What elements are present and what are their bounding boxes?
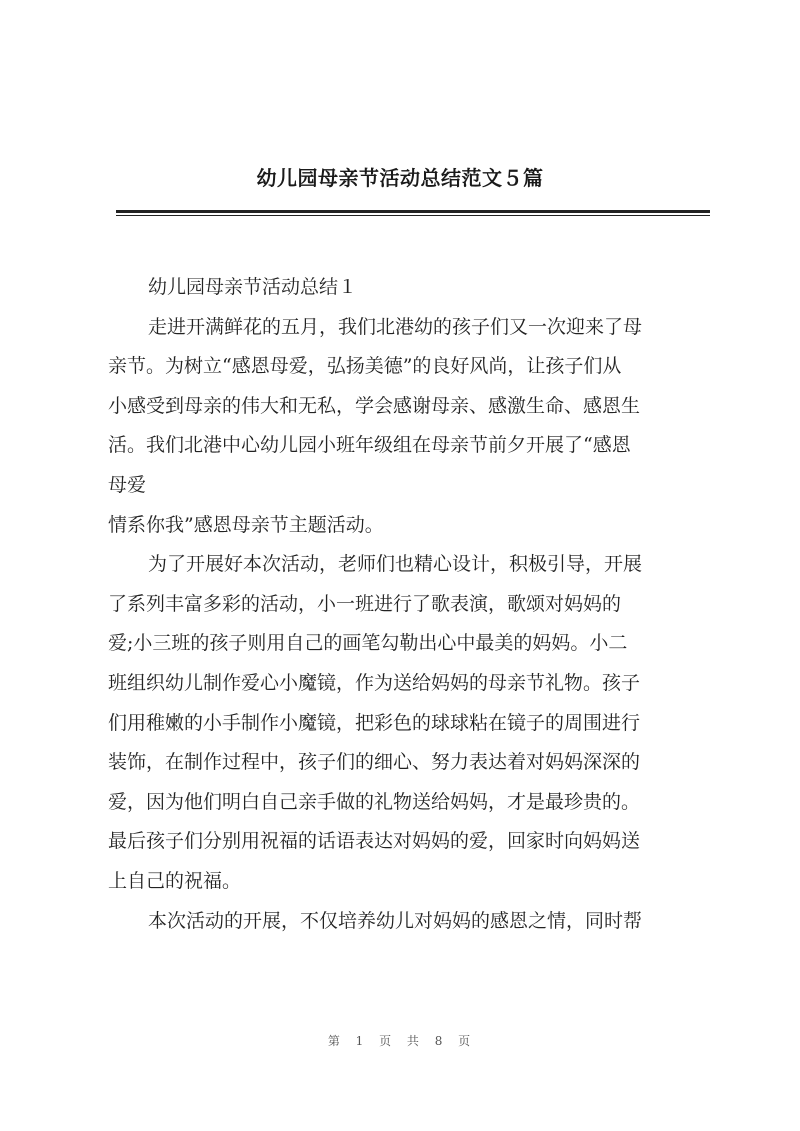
section-heading: 幼儿园母亲节活动总结１	[148, 276, 358, 298]
body-line: 爱，因为他们明白自己亲手做的礼物送给妈妈，才是最珍贵的。	[108, 790, 641, 813]
document-body	[108, 268, 708, 941]
body-line: 们用稚嫩的小手制作小魔镜，把彩色的球球粘在镜子的周围进行	[108, 711, 641, 734]
body-line: 为了开展好本次活动，老师们也精心设计，积极引导，开展	[148, 553, 643, 576]
body-line: 了系列丰富多彩的活动，小一班进行了歌表演，歌颂对妈妈的	[108, 592, 622, 615]
body-line: 装饰，在制作过程中，孩子们的细心、努力表达着对妈妈深深的	[108, 751, 641, 774]
page-number-footer: 第 1 页 共 8 页	[327, 1034, 473, 1048]
body-line: 爱;小三班的孩子则用自己的画笔勾勒出心中最美的妈妈。小二	[108, 632, 628, 655]
body-line: 活。我们北港中心幼儿园小班年级组在母亲节前夕开展了“感恩	[108, 434, 631, 457]
body-line: 情系你我”感恩母亲节主题活动。	[108, 513, 384, 536]
body-line: 最后孩子们分别用祝福的话语表达对妈妈的爱，回家时向妈妈送	[108, 830, 641, 853]
body-line: 上自己的祝福。	[108, 869, 242, 892]
body-line: 本次活动的开展，不仅培养幼儿对妈妈的感恩之情，同时帮	[148, 909, 643, 932]
body-line: 母爱	[108, 473, 147, 496]
body-line: 班组织幼儿制作爱心小魔镜，作为送给妈妈的母亲节礼物。孩子	[108, 671, 641, 694]
body-line: 亲节。为树立“感恩母爱，弘扬美德”的良好风尚，让孩子们从	[108, 355, 622, 378]
body-line: 小感受到母亲的伟大和无私，学会感谢母亲、感激生命、感恩生	[108, 394, 641, 417]
body-line: 走进开满鲜花的五月，我们北港幼的孩子们又一次迎来了母	[148, 315, 643, 338]
title-divider	[116, 210, 710, 213]
document-title: 幼儿园母亲节活动总结范文５篇	[256, 166, 544, 190]
